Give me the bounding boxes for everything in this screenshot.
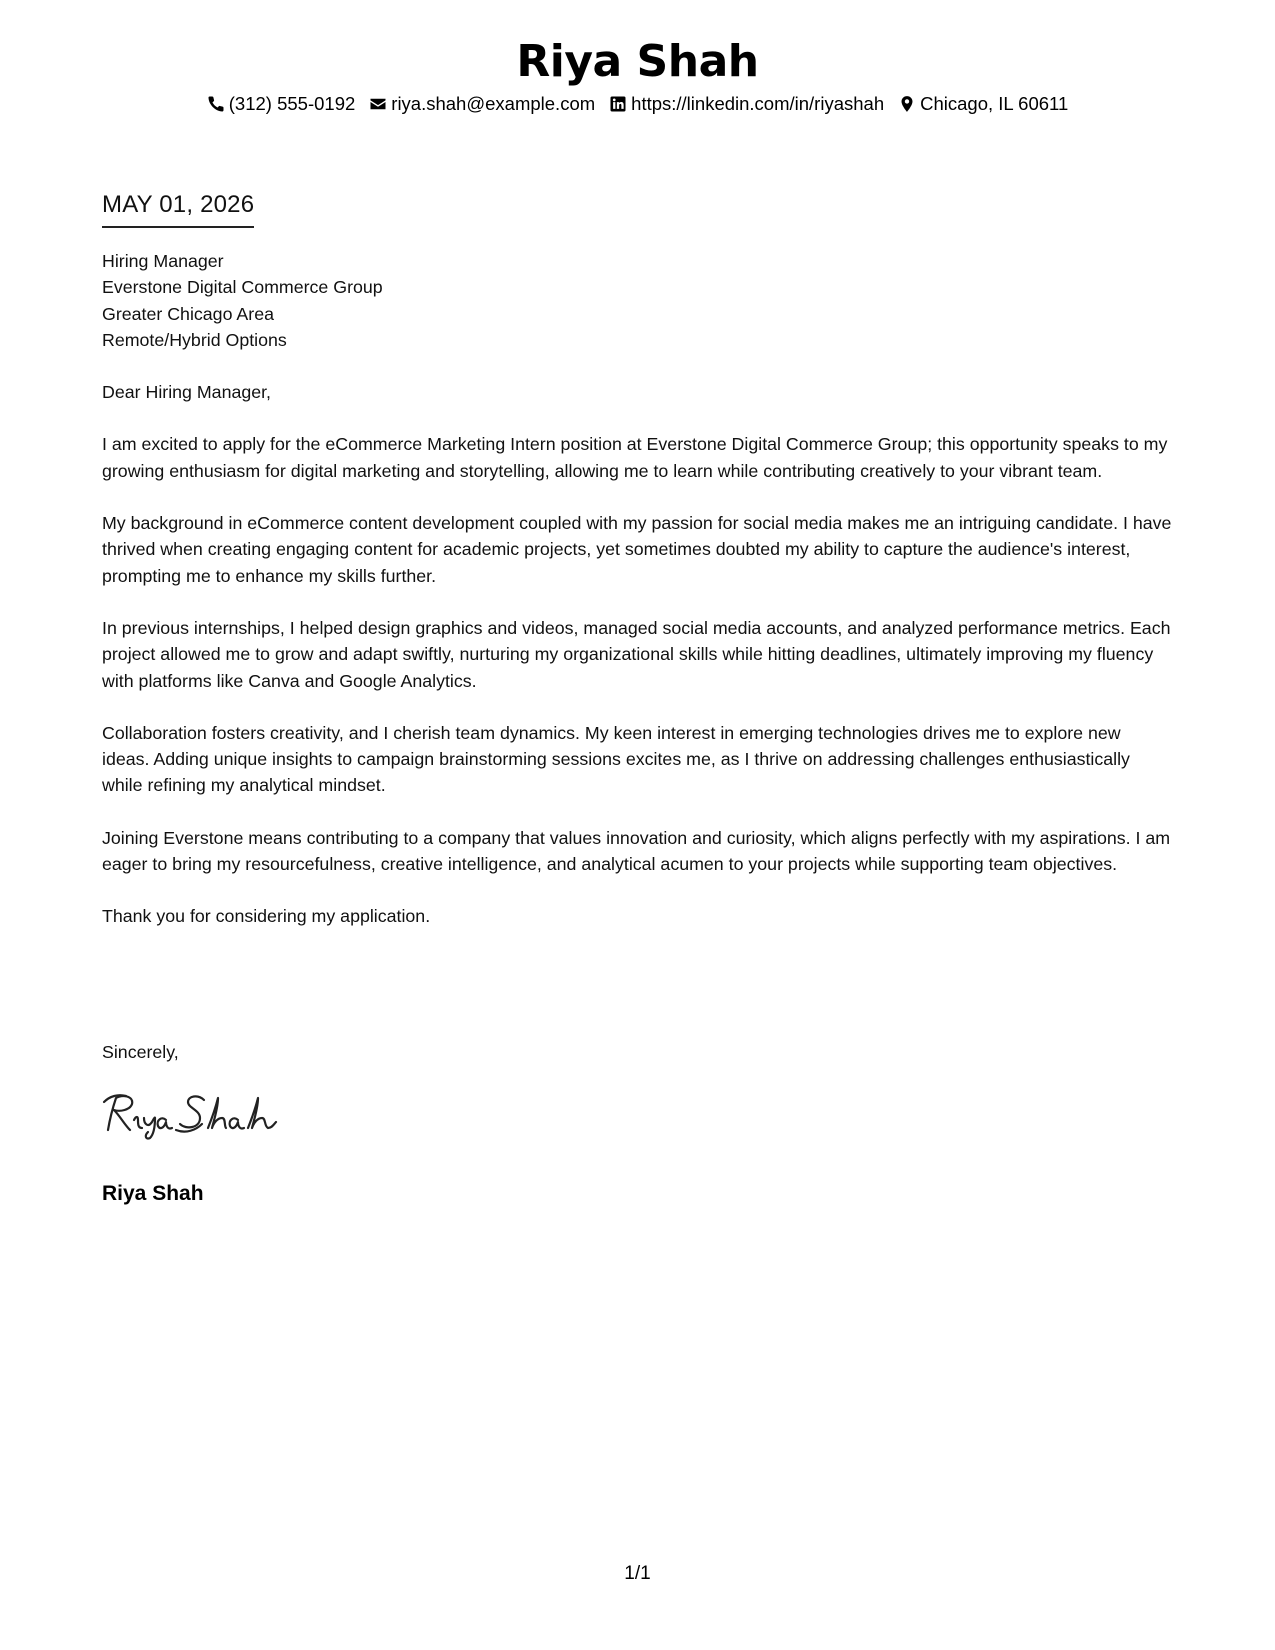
signer-name: Riya Shah bbox=[102, 1182, 204, 1205]
salutation: Dear Hiring Manager, bbox=[102, 382, 271, 403]
contact-location bbox=[898, 92, 1068, 116]
contact-info-row bbox=[0, 92, 1275, 116]
map-pin-icon bbox=[898, 95, 916, 113]
recipient-line: Greater Chicago Area bbox=[102, 303, 274, 324]
linkedin-icon bbox=[609, 95, 627, 113]
letter-body bbox=[102, 248, 1172, 956]
recipient-line: Hiring Manager bbox=[102, 251, 224, 271]
email-address: riya.shah@example.com bbox=[391, 93, 596, 114]
handwritten-signature bbox=[100, 1090, 280, 1140]
contact-email bbox=[369, 92, 595, 116]
envelope-icon bbox=[369, 95, 387, 113]
linkedin-url: https://linkedin.com/in/riyashah bbox=[631, 93, 885, 114]
body-paragraph: My background in eCommerce content development coupled with my passion for social media makes me an intriguing candidate. I have thrived when creating engaging content for academic projects, yet sometimes doubted my ability to capture the audience's interest, prompting me to enhance my skills further. bbox=[102, 513, 1172, 586]
recipient-line: Remote/Hybrid Options bbox=[102, 329, 287, 350]
letter-date: MAY 01, 2026 bbox=[102, 190, 254, 228]
closing-line: Sincerely, bbox=[102, 1042, 179, 1062]
recipient-address bbox=[102, 248, 1172, 353]
page-number: 1/1 bbox=[624, 1563, 651, 1584]
body-paragraph: Joining Everstone means contributing to a company that values innovation and curiosity, which aligns perfectly with my aspirations. I am eager to bring my resourcefulness, creative intelligence, and analytical acumen to your projects while supporting team objectives. bbox=[102, 827, 1171, 875]
body-paragraph: I am excited to apply for the eCommerce Marketing Intern position at Everstone Digital Commerce Group; this opportunity speaks to my growing enthusiasm for digital marketing and storytelling, allowing me to learn while contributing creatively to your vibrant team. bbox=[102, 434, 1168, 481]
location-text: Chicago, IL 60611 bbox=[920, 93, 1069, 114]
body-paragraph: Collaboration fosters creativity, and I cherish team dynamics. My keen interest in emerging technologies drives me to explore new ideas. Adding unique insights to campaign brainstorming sessions excites me, as I thrive on addressing challenges enthusiastically while refining my analytical mindset. bbox=[102, 722, 1130, 796]
thank-you-line: Thank you for considering my application. bbox=[102, 906, 431, 927]
phone-number: (312) 555-0192 bbox=[228, 93, 356, 114]
recipient-line: Everstone Digital Commerce Group bbox=[102, 277, 383, 298]
phone-icon bbox=[207, 95, 225, 113]
contact-phone bbox=[207, 92, 356, 116]
contact-linkedin bbox=[609, 92, 884, 116]
body-paragraph: In previous internships, I helped design graphics and videos, managed social media accounts, and analyzed performance metrics. Each project allowed me to grow and adapt swiftly, nurturing my organizational skills while hitting deadlines, ultimately improving my fluency with platforms like Canva and Google Analytics. bbox=[102, 617, 1171, 691]
applicant-name-heading: Riya Shah bbox=[516, 36, 759, 87]
